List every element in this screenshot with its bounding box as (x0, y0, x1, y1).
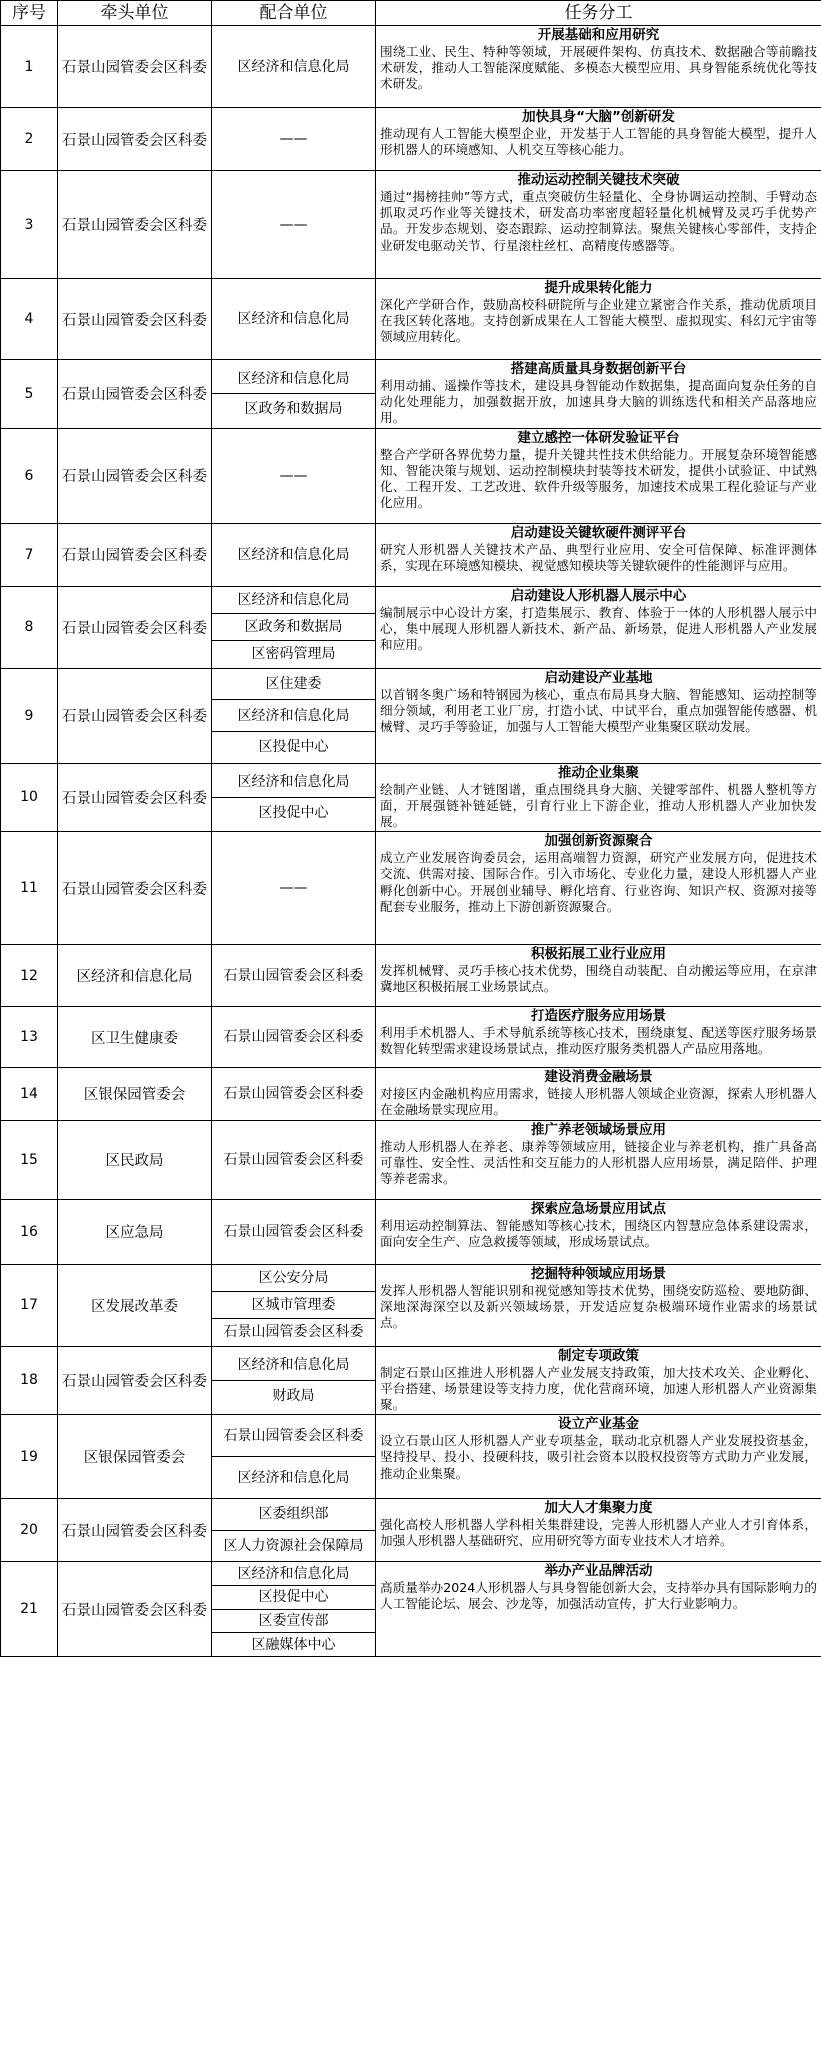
task-description: 通过“揭榜挂帅”等方式，重点突破仿生轻量化、全身协调运动控制、手臂动态抓取灵巧作业等关键技术，研发高功率密度超轻量化机械臂及灵巧手优势产品。开发步态规划、姿态跟踪、运动控制算法。聚焦关键核心零部件，支持企业研发电驱动关节、行星滚柱丝杠、高精度传感器等。 (380, 189, 817, 253)
lead-unit: 石景山园管委会区科委 (58, 832, 212, 945)
task-title: 设立产业基金 (558, 1416, 639, 1433)
task-cell (376, 1562, 821, 1657)
task-cell (376, 279, 821, 360)
lead-unit: 石景山园管委会区科委 (58, 668, 212, 763)
row-number: 6 (1, 428, 58, 523)
row-number: 13 (1, 1007, 58, 1068)
coop-unit: 区经济和信息化局 (237, 1356, 350, 1373)
lead-unit: 石景山园管委会区科委 (58, 586, 212, 668)
task-description: 深化产学研合作，鼓励高校科研院所与企业建立紧密合作关系，推动优质项目在我区转化落地。支持创新成果在人工智能大模型、虚拟现实、科幻元宇宙等领域应用转化。 (380, 297, 817, 345)
table-row (1, 26, 821, 108)
row-number: 11 (1, 832, 58, 945)
coop-units (212, 1499, 376, 1562)
table-row (1, 171, 821, 279)
coop-unit: 石景山园管委会区科委 (223, 1151, 364, 1168)
table-row (1, 668, 821, 763)
header-task: 任务分工 (376, 1, 821, 26)
task-title: 探索应急场景应用试点 (531, 1200, 666, 1217)
row-number: 1 (1, 26, 58, 108)
coop-units (212, 1120, 376, 1199)
coop-unit: 区投促中心 (212, 731, 375, 763)
coop-units (212, 171, 376, 279)
lead-unit: 石景山园管委会区科委 (58, 1562, 212, 1657)
row-number: 2 (1, 108, 58, 171)
row-number: 12 (1, 945, 58, 1007)
task-title: 举办产业品牌活动 (544, 1563, 653, 1580)
lead-unit: 石景山园管委会区科委 (58, 763, 212, 832)
table-row (1, 832, 821, 945)
table-row (1, 108, 821, 171)
row-number: 8 (1, 586, 58, 668)
coop-unit: 区公安分局 (258, 1269, 329, 1286)
task-description: 利用手术机器人、手术导航系统等核心技术，围绕康复、配送等医疗服务场景数智化转型需求建设场景试点，推动医疗服务类机器人产品应用落地。 (380, 1025, 817, 1057)
coop-unit: 石景山园管委会区科委 (223, 1223, 364, 1240)
task-description: 制定石景山区推进人形机器人产业发展支持政策，加大技术攻关、企业孵化、平台搭建、场景建设等支持力度，优化营商环境，加速人形机器人产业资源集聚。 (380, 1364, 817, 1413)
header-num: 序号 (1, 1, 58, 26)
header-coop-unit: 配合单位 (212, 1, 376, 26)
coop-unit: 区人力资源社会保障局 (212, 1530, 375, 1562)
table-row (1, 279, 821, 360)
coop-unit: 区经济和信息化局 (237, 370, 350, 387)
task-description: 整合产学研各界优势力量，提升关键共性技术供给能力。开展复杂环境智能感知、智能决策与规划、运动控制模块封装等技术研发，提供小试验证、中试熟化、工程开发、工艺改进、软件升级等服务，加速技术成果工程化验证与产业化应用。 (380, 446, 817, 511)
table-row (1, 1264, 821, 1346)
task-description: 高质量举办2024人形机器人与具身智能创新大会，支持举办具有国际影响力的人工智能论坛、展会、沙龙等，加强活动宣传，扩大行业影响力。 (380, 1580, 817, 1612)
task-title: 积极拓展工业行业应用 (531, 946, 666, 963)
task-cell (376, 586, 821, 668)
lead-unit: 石景山园管委会区科委 (58, 523, 212, 586)
task-cell (376, 1499, 821, 1562)
lead-unit: 区卫生健康委 (58, 1007, 212, 1068)
task-description: 推动人形机器人在养老、康养等领域应用，链接企业与养老机构，推广具备高可靠性、安全性、灵活性和交互能力的人形机器人应用场景，满足陪伴、护理等养老需求。 (380, 1138, 817, 1187)
task-description: 成立产业发展咨询委员会，运用高端智力资源，研究产业发展方向，促进技术交流、供需对接、国际合作。引入市场化、专业化力量，建设人形机器人产业孵化创新中心。开展创业辅导、孵化培育、行业咨询、知识产权、资源对接等配套专业服务，推动上下游创新资源聚合。 (380, 850, 817, 914)
task-cell (376, 1346, 821, 1415)
task-cell (376, 1007, 821, 1068)
task-cell (376, 523, 821, 586)
task-title: 启动建设产业基地 (544, 669, 653, 686)
coop-units (212, 832, 376, 945)
coop-units (212, 1562, 376, 1657)
row-number: 14 (1, 1068, 58, 1120)
coop-unit: 区经济和信息化局 (212, 699, 375, 731)
task-description: 设立石景山区人形机器人产业专项基金，联动北京机器人产业发展投资基金，坚持投早、投小、投硬科技，吸引社会资本以股权投资等方式助力产业发展，推动企业集聚。 (380, 1433, 817, 1481)
table-row (1, 1120, 821, 1199)
task-title: 推动运动控制关键技术突破 (517, 172, 680, 188)
row-number: 19 (1, 1415, 58, 1499)
coop-unit: 区融媒体中心 (212, 1632, 375, 1656)
coop-units (212, 428, 376, 523)
task-title: 推动企业集聚 (558, 764, 639, 781)
coop-units (212, 1199, 376, 1264)
coop-unit: 区住建委 (265, 675, 322, 692)
header-lead-unit: 牵头单位 (58, 1, 212, 26)
coop-unit: 区经济和信息化局 (237, 773, 350, 790)
row-number: 10 (1, 763, 58, 832)
coop-units (212, 279, 376, 360)
lead-unit: 区民政局 (58, 1120, 212, 1199)
task-title: 启动建设关键软硬件测评平台 (510, 524, 687, 541)
table-row (1, 1499, 821, 1562)
table-row (1, 586, 821, 668)
coop-unit: 区投促中心 (212, 797, 375, 828)
coop-unit: 区经济和信息化局 (237, 1565, 350, 1582)
lead-unit: 区应急局 (58, 1199, 212, 1264)
task-title: 提升成果转化能力 (544, 280, 653, 296)
table-row (1, 360, 821, 429)
task-title: 加大人才集聚力度 (544, 1500, 653, 1517)
task-cell (376, 171, 821, 279)
coop-unit: 区政务和数据局 (212, 613, 375, 640)
row-number: 21 (1, 1562, 58, 1657)
task-description: 强化高校人形机器人学科相关集群建设，完善人形机器人产业人才引育体系，加强人形机器人基础研究、应用研究等方面专业技术人才培养。 (380, 1517, 817, 1549)
row-number: 4 (1, 279, 58, 360)
task-cell (376, 945, 821, 1007)
table-row (1, 428, 821, 523)
task-title: 挖掘特种领域应用场景 (531, 1265, 666, 1282)
coop-unit: —— (279, 216, 308, 233)
lead-unit: 区发展改革委 (58, 1264, 212, 1346)
coop-unit: 区经济和信息化局 (237, 591, 350, 608)
coop-units (212, 26, 376, 108)
task-cell (376, 108, 821, 171)
row-number: 18 (1, 1346, 58, 1415)
lead-unit: 区经济和信息化局 (58, 945, 212, 1007)
coop-unit: 财政局 (212, 1380, 375, 1412)
task-title: 加强创新资源聚合 (544, 833, 653, 850)
coop-units (212, 586, 376, 668)
task-description: 利用运动控制算法、智能感知等核心技术，围绕区内智慧应急体系建设需求，面向安全生产、应急救援等领域，形成场景试点。 (380, 1217, 817, 1249)
lead-unit: 石景山园管委会区科委 (58, 26, 212, 108)
task-title: 推广养老领域场景应用 (531, 1121, 666, 1138)
row-number: 20 (1, 1499, 58, 1562)
row-number: 3 (1, 171, 58, 279)
coop-unit: 石景山园管委会区科委 (212, 1318, 375, 1345)
lead-unit: 区银保园管委会 (58, 1415, 212, 1499)
task-title: 打造医疗服务应用场景 (531, 1008, 666, 1025)
coop-unit: 区委组织部 (258, 1506, 329, 1523)
table-row (1, 1346, 821, 1415)
task-cell (376, 1415, 821, 1499)
coop-unit: 区政务和数据局 (212, 393, 375, 424)
task-description: 发挥机械臂、灵巧手核心技术优势，围绕自动装配、自动搬运等应用，在京津冀地区积极拓展工业场景试点。 (380, 963, 817, 995)
table-row (1, 1068, 821, 1120)
lead-unit: 区银保园管委会 (58, 1068, 212, 1120)
task-title: 建立感控一体研发验证平台 (517, 429, 680, 446)
task-cell (376, 668, 821, 763)
coop-unit: 石景山园管委会区科委 (223, 1085, 364, 1102)
coop-units (212, 1068, 376, 1120)
task-cell (376, 1068, 821, 1120)
coop-units (212, 945, 376, 1007)
row-number: 15 (1, 1120, 58, 1199)
lead-unit: 石景山园管委会区科委 (58, 1346, 212, 1415)
task-title: 开展基础和应用研究 (537, 27, 660, 43)
lead-unit: 石景山园管委会区科委 (58, 108, 212, 171)
coop-unit: 区经济和信息化局 (237, 546, 350, 563)
task-cell (376, 26, 821, 108)
task-cell (376, 832, 821, 945)
coop-units (212, 108, 376, 171)
task-description: 利用动捕、遥操作等技术，建设具身智能动作数据集，提高面向复杂任务的自动化处理能力，加强数据开放，加速具身大脑的训练迭代和相关产品落地应用。 (380, 378, 817, 426)
table-row (1, 945, 821, 1007)
coop-units (212, 1415, 376, 1499)
task-cell (376, 1199, 821, 1264)
task-cell (376, 1120, 821, 1199)
task-cell (376, 763, 821, 832)
task-description: 推动现有人工智能大模型企业，开发基于人工智能的具身智能大模型，提升人形机器人的环境感知、人机交互等核心能力。 (380, 126, 817, 158)
task-cell (376, 428, 821, 523)
coop-unit: 区委宣传部 (212, 1609, 375, 1633)
table-row (1, 763, 821, 832)
task-description: 以首钢冬奥广场和特钢园为核心，重点布局具身大脑、智能感知、运动控制等细分领域，利用老工业厂房，打造小试、中试平台，重点加强智能传感器、机械臂、灵巧手等验证，加强与人工智能大模型产业集聚区联动发展。 (380, 686, 817, 735)
coop-unit: —— (279, 131, 308, 147)
row-number: 9 (1, 668, 58, 763)
task-cell (376, 360, 821, 429)
table-row (1, 523, 821, 586)
coop-units (212, 763, 376, 832)
task-title: 加快具身“大脑”创新研发 (522, 109, 675, 125)
table-row (1, 1199, 821, 1264)
task-title: 建设消费金融场景 (544, 1069, 653, 1086)
table-row (1, 1007, 821, 1068)
task-description: 研究人形机器人关键技术产品、典型行业应用、安全可信保障、标准评测体系，实现在环境感知模块、视觉感知模块等关键软硬件的性能测评与应用。 (380, 541, 817, 573)
task-title: 搭建高质量具身数据创新平台 (510, 361, 687, 377)
row-number: 5 (1, 360, 58, 429)
task-title: 制定专项政策 (558, 1347, 639, 1364)
coop-units (212, 1346, 376, 1415)
row-number: 7 (1, 523, 58, 586)
row-number: 17 (1, 1264, 58, 1346)
task-cell (376, 1264, 821, 1346)
table-header-row (1, 1, 821, 26)
coop-unit: —— (279, 467, 308, 484)
lead-unit: 石景山园管委会区科委 (58, 279, 212, 360)
lead-unit: 石景山园管委会区科委 (58, 360, 212, 429)
coop-unit: 石景山园管委会区科委 (223, 1427, 364, 1444)
lead-unit: 石景山园管委会区科委 (58, 171, 212, 279)
task-description: 围绕工业、民生、特种等领域，开展硬件架构、仿真技术、数据融合等前瞻技术研发，推动人工智能深度赋能、多模态大模型应用、具身智能系统优化等技术研发。 (380, 44, 817, 92)
row-number: 16 (1, 1199, 58, 1264)
coop-unit: 区经济和信息化局 (237, 58, 350, 75)
task-description: 对接区内金融机构应用需求，链接人形机器人领域企业资源，探索人形机器人在金融场景实现应用。 (380, 1086, 817, 1118)
lead-unit: 石景山园管委会区科委 (58, 428, 212, 523)
table-row (1, 1562, 821, 1657)
coop-unit: 区经济和信息化局 (237, 311, 350, 327)
coop-unit: 区经济和信息化局 (212, 1456, 375, 1498)
task-title: 启动建设人形机器人展示中心 (510, 587, 687, 604)
coop-unit: 石景山园管委会区科委 (223, 967, 364, 984)
task-description: 绘制产业链、人才链图谱，重点围绕具身大脑、关键零部件、机器人整机等方面，开展强链补链延链，引育行业上下游企业，推动人形机器人产业加快发展。 (380, 781, 817, 830)
coop-unit: —— (279, 880, 308, 897)
coop-unit: 区城市管理委 (212, 1291, 375, 1318)
task-description: 发挥人形机器人智能识别和视觉感知等技术优势，围绕安防巡检、要地防御、深地深海深空以及新兴领域场景，开发适应复杂极端环境作业需求的场景试点。 (380, 1282, 817, 1331)
coop-unit: 石景山园管委会区科委 (223, 1029, 364, 1046)
coop-units (212, 360, 376, 429)
lead-unit: 石景山园管委会区科委 (58, 1499, 212, 1562)
coop-units (212, 1007, 376, 1068)
task-description: 编制展示中心设计方案，打造集展示、教育、体验于一体的人形机器人展示中心，集中展现人形机器人新技术、新产品、新场景，促进人形机器人产业发展和应用。 (380, 604, 817, 653)
coop-units (212, 668, 376, 763)
coop-units (212, 523, 376, 586)
coop-units (212, 1264, 376, 1346)
coop-unit: 区密码管理局 (212, 640, 375, 667)
table-row (1, 1415, 821, 1499)
coop-unit: 区投促中心 (212, 1585, 375, 1609)
